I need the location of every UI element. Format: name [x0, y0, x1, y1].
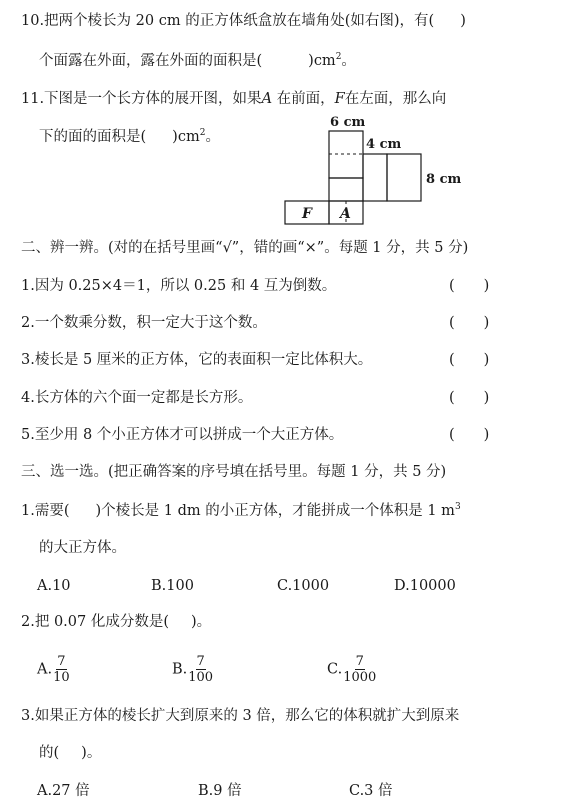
q11-text-2: 下的面的面积是(	[39, 129, 147, 145]
fraction	[188, 654, 213, 685]
fraction	[53, 654, 70, 685]
choice-q3-line2	[39, 743, 101, 763]
judge-item-1: 1.因为 0.25×4＝1，所以 0.25 和 4 互为倒数。	[21, 278, 337, 294]
choice-q3-text-b: )。	[81, 745, 102, 761]
choice-q1-text-b: )个棱长是 1 dm 的小正方体，才能拼成一个体积是 1 m	[95, 503, 455, 519]
q11-var-A: A	[261, 91, 273, 107]
fraction-denominator: 100	[188, 670, 214, 685]
q11-text-c: 在左面，那么向	[344, 91, 447, 107]
judge-item-4: 4.长方体的六个面一定都是长方形。	[21, 390, 253, 406]
section3-header: 三、选一选。(把正确答案的序号填在括号里。每题 1 分，共 5 分)	[21, 464, 447, 480]
label-8cm: 8 cm	[426, 172, 462, 187]
fraction	[343, 654, 376, 685]
net-face-middle	[329, 178, 363, 201]
net-face-right-2	[387, 154, 421, 201]
judge-answer-5[interactable]	[449, 425, 489, 445]
judge-item-5: 5.至少用 8 个小正方体才可以拼成一个大正方体。	[21, 427, 344, 443]
q11-unit: )cm	[172, 129, 200, 145]
q10-unit: )cm	[308, 53, 336, 69]
paren-close: )	[483, 352, 490, 368]
net-face-top	[329, 131, 363, 178]
choice-q3-option-a[interactable]: A.27 倍	[37, 783, 90, 799]
choice-q1-line1	[21, 501, 461, 521]
paren-open: (	[449, 427, 455, 443]
paren-close: )	[483, 427, 490, 443]
choice-q3-option-b[interactable]: B.9 倍	[198, 783, 242, 799]
q10-paren-close: )	[460, 13, 466, 29]
choice-q2-option-b[interactable]	[172, 654, 213, 685]
q11-var-F: F	[334, 91, 345, 107]
paren-close: )	[483, 390, 490, 406]
option-letter: B.	[172, 661, 188, 678]
choice-q2-stem	[21, 612, 211, 632]
cuboid-net-diagram	[280, 112, 470, 228]
label-4cm: 4 cm	[366, 137, 402, 152]
fraction-numerator: 7	[355, 654, 364, 669]
paren-close: )	[483, 278, 490, 294]
q11-unit-exponent: 2	[199, 128, 206, 138]
choice-q2-text: 2.把 0.07 化成分数是(	[21, 614, 169, 630]
fraction-denominator: 1000	[343, 670, 377, 685]
choice-q3-text: 的(	[39, 745, 60, 761]
q10-text: 10.把两个棱长为 20 cm 的正方体纸盒放在墙角处(如右图)，有(	[21, 13, 435, 29]
fraction-denominator: 10	[53, 670, 70, 685]
choice-q1-option-d[interactable]: D.10000	[394, 578, 456, 594]
option-letter: A.	[37, 661, 53, 678]
q10-line1	[21, 11, 466, 31]
q10-text-2: 个面露在外面，露在外面的面积是(	[39, 53, 263, 69]
choice-q2-option-a[interactable]	[37, 654, 70, 685]
section2-header: 二、辨一辨。(对的在括号里画“√”，错的画“×”。每题 1 分，共 5 分)	[21, 240, 469, 256]
choice-q1-text: 1.需要(	[21, 503, 70, 519]
choice-q2-text-b: )。	[191, 614, 212, 630]
judge-answer-3[interactable]	[449, 350, 489, 370]
net-face-right-1	[363, 154, 387, 201]
option-letter: C.	[327, 661, 343, 678]
paren-close: )	[483, 315, 490, 331]
q11-line1	[21, 89, 446, 109]
choice-q1-option-c[interactable]: C.1000	[277, 578, 330, 594]
paren-open: (	[449, 278, 455, 294]
face-label-F: F	[302, 206, 312, 222]
judge-item-3: 3.棱长是 5 厘米的正方体，它的表面积一定比体积大。	[21, 352, 373, 368]
choice-q1-option-b[interactable]: B.100	[151, 578, 194, 594]
q10-unit-exponent: 2	[335, 52, 342, 62]
q11-period: 。	[205, 129, 220, 145]
choice-q3-line1: 3.如果正方体的棱长扩大到原来的 3 倍，那么它的体积就扩大到原来	[21, 708, 460, 724]
q10-period: 。	[341, 53, 356, 69]
fraction-numerator: 7	[196, 654, 205, 669]
fraction-numerator: 7	[57, 654, 66, 669]
face-label-A: A	[340, 206, 351, 222]
paren-open: (	[449, 315, 455, 331]
q11-text: 11.下图是一个长方体的展开图，如果	[21, 91, 262, 107]
q11-text-b: 在前面，	[272, 91, 335, 107]
judge-answer-2[interactable]	[449, 313, 489, 333]
q10-line2	[39, 51, 356, 71]
judge-item-2: 2.一个数乘分数，积一定大于这个数。	[21, 315, 267, 331]
judge-answer-4[interactable]	[449, 388, 489, 408]
paren-open: (	[449, 390, 455, 406]
paren-open: (	[449, 352, 455, 368]
choice-q1-option-a[interactable]: A.10	[37, 578, 71, 594]
choice-q1-line2: 的大正方体。	[39, 540, 126, 556]
judge-answer-1[interactable]	[449, 276, 489, 296]
choice-q1-exponent: 3	[454, 502, 461, 512]
label-6cm: 6 cm	[330, 115, 366, 130]
q11-line2	[39, 127, 220, 147]
choice-q2-option-c[interactable]	[327, 654, 376, 685]
choice-q3-option-c[interactable]: C.3 倍	[349, 783, 393, 799]
